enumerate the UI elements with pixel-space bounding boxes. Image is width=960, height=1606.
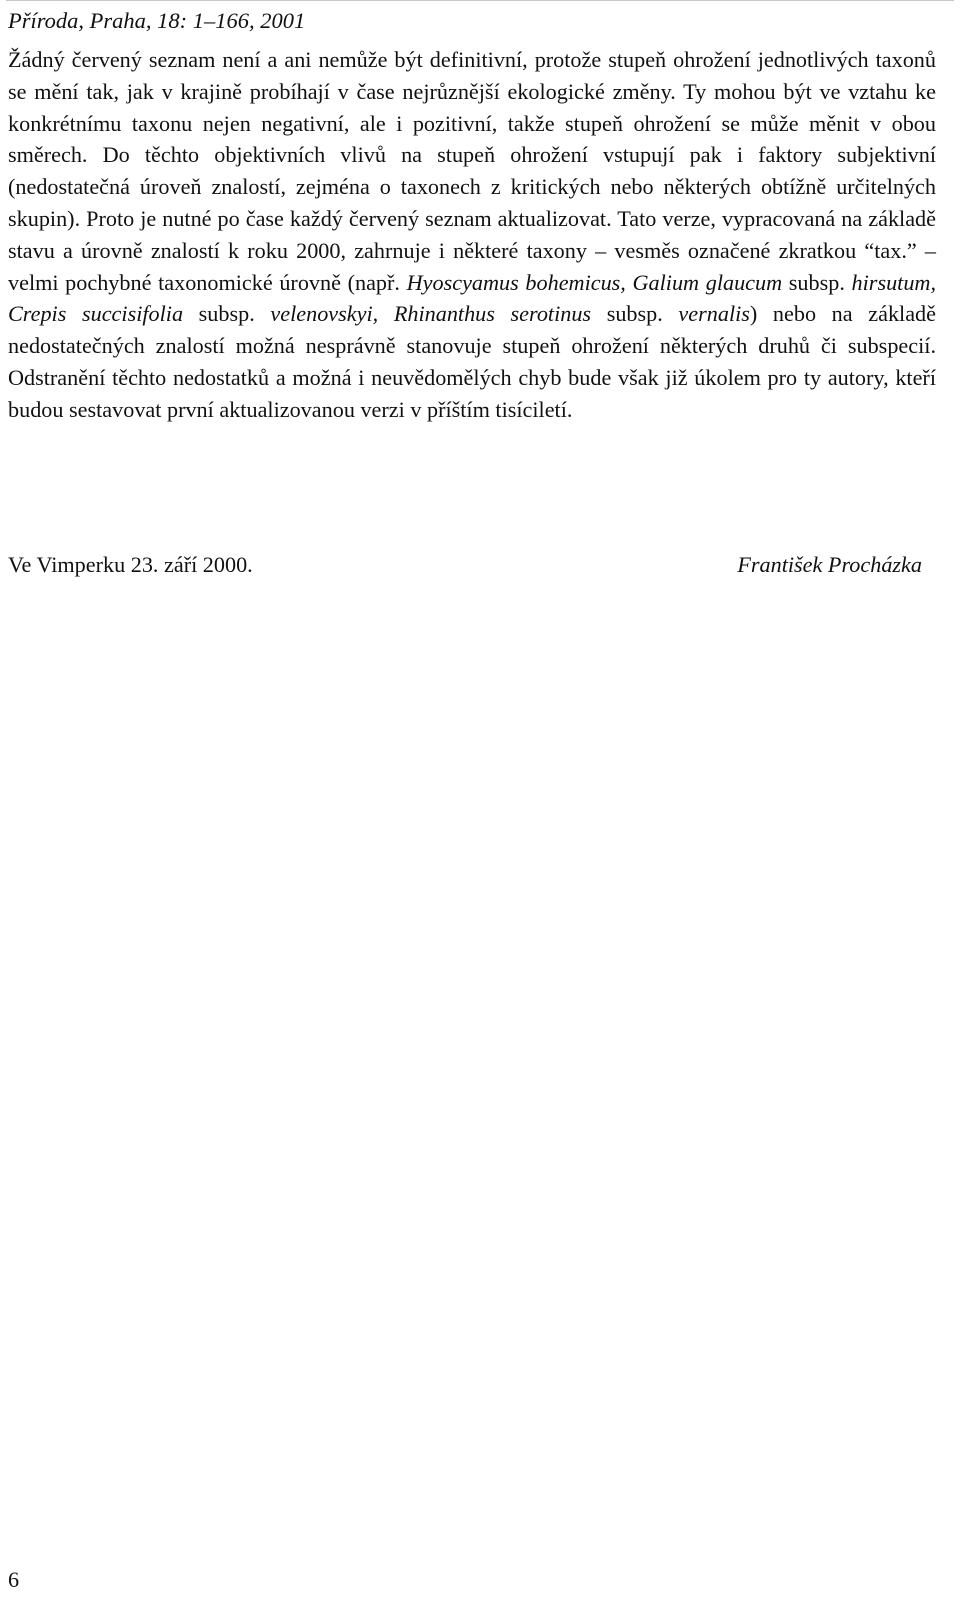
body-paragraph — [8, 44, 936, 426]
page-number: 6 — [8, 1567, 20, 1592]
body-text-segment: Žádný červený seznam není a ani nemůže být definitivní, protože stupeň ohrožení jednotlivých taxonů se mění tak, jak v krajině probíhají v čase nejrůznější ekologické změny. Ty mohou být ve vztahu ke konkrétnímu taxonu nejen negativní, ale i pozitivní, takže stupeň ohrožení se může měnit v obou směrech. Do těchto objektivních vlivů na stupeň ohrožení vstupují pak i faktory subjektivní (nedostatečná úroveň znalostí, zejména o taxonech z kritických nebo některých obtížně určitelných skupin). Proto je nutné po čase každý červený seznam aktualizovat. Tato verze, vypracovaná na základě stavu a úrovně znalostí k roku 2000, zahrnuje i některé taxony – vesměs označené zkratkou “tax.” – velmi pochybné taxonomické úrovně (např. — [8, 47, 936, 295]
author-signature: František Procházka — [737, 552, 922, 577]
italic-taxon-names: Hyoscyamus bohemicus, Galium glaucum — [406, 269, 783, 295]
header-rule — [6, 0, 954, 1]
italic-taxon-names: velenovskyi, Rhinanthus serotinus — [270, 301, 592, 327]
body-text-segment: ) nebo na základě nedostatečných znalostí možná nesprávně stanovuje stupeň ohrožení některých druhů či subspecií. Odstranění těchto nedostatků a možná i neuvědomělých chyb bude však již úkolem pro ty autory, kteří budou sestavovat první aktualizovanou verzi v příštím tisíciletí. — [8, 301, 936, 422]
body-text-segment: subsp. — [591, 301, 679, 327]
place-date: Ve Vimperku 23. září 2000. — [8, 552, 253, 577]
running-head: Příroda, Praha, 18: 1–166, 2001 — [8, 8, 306, 33]
body-text-segment: subsp. — [183, 301, 271, 327]
italic-taxon-names: vernalis — [678, 301, 750, 327]
italic-taxon-names: hirsutum, Crepis succisifolia — [8, 269, 936, 327]
body-text-segment: subsp. — [782, 269, 852, 295]
